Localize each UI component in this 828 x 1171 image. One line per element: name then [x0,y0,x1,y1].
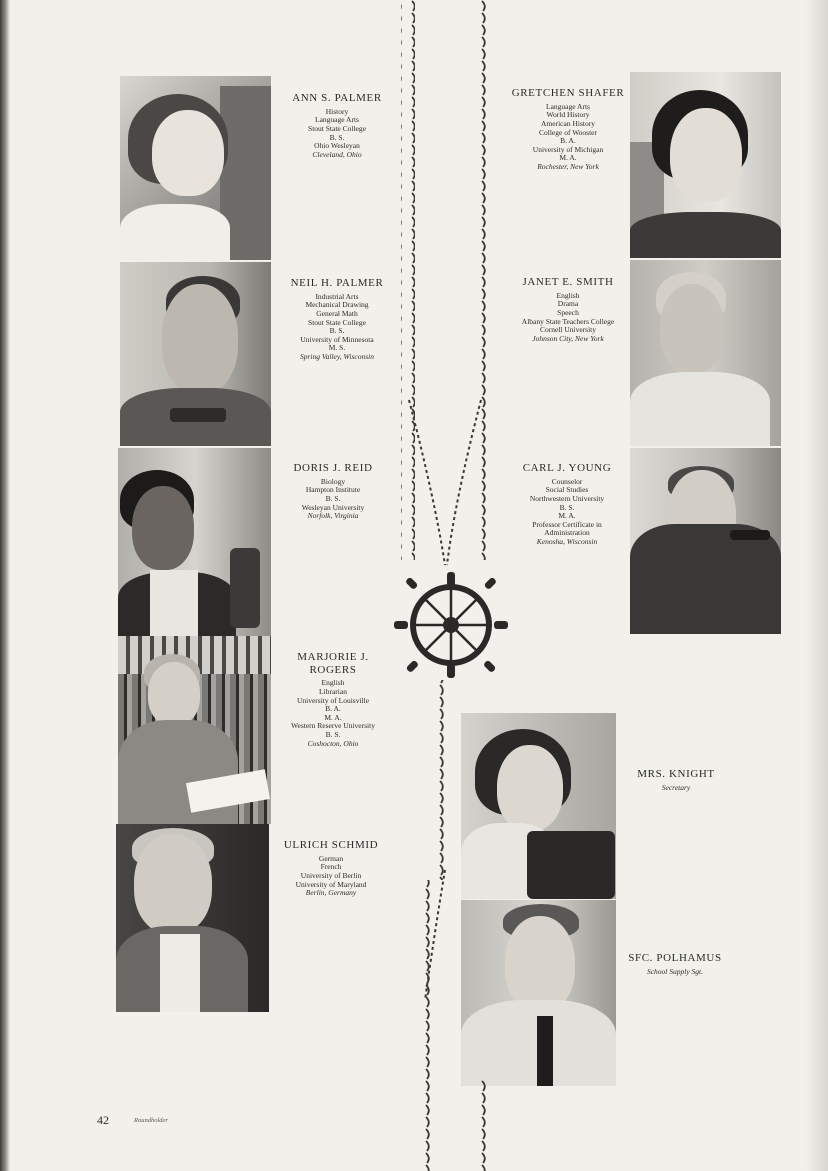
faculty-subject: German [318,853,344,863]
faculty-school: University of Minnesota [300,334,374,344]
rope-right-lower [479,1080,493,1171]
faculty-hometown: Cleveland, Ohio [312,149,362,159]
rope-center-lower [439,680,453,880]
faculty-subject: Speech [557,307,579,317]
faculty-subject: English [556,290,580,300]
caption-carl-young [506,462,628,547]
faculty-school: Ohio Wesleyan [314,141,360,151]
faculty-school: University of Louisville [296,695,370,705]
rope-right-upper [475,0,489,560]
faculty-school: Stout State College [308,123,366,133]
faculty-school: University of Maryland [295,879,367,889]
faculty-name: JANET E. SMITH [522,276,614,288]
faculty-school: Western Reserve University [291,721,375,731]
faculty-degree: M. A. [559,153,577,163]
caption-mrs-knight [626,768,726,792]
faculty-subject: French [320,862,342,872]
caption-ann-palmer [280,92,394,159]
faculty-name: NEIL H. PALMER [290,277,384,289]
yearbook-title: Roundholder [134,1117,168,1124]
faculty-school: Northwestern University [529,493,605,503]
staff-name: MRS. KNIGHT [637,768,715,780]
faculty-school: Cornell University [539,325,597,335]
faculty-school: Hampton Institute [305,485,361,495]
faculty-certificate: Administration [544,528,590,538]
faculty-hometown: Norfolk, Virginia [307,511,359,521]
page-right-shade [806,0,828,1171]
faculty-school: University of Michigan [532,144,604,154]
faculty-name: GRETCHEN SHAFER [511,87,625,99]
portrait-gretchen-shafer [630,72,781,258]
faculty-subject: Counselor [551,476,583,486]
faculty-hometown: Spring Valley, Wisconsin [300,352,374,362]
faculty-subject: Language Arts [315,115,359,125]
faculty-subject: General Math [316,308,358,318]
staff-role: School Supply Sgt. [646,966,704,976]
portrait-ann-palmer [120,76,271,260]
page-binding-edge [0,0,10,1171]
caption-janet-smith [504,276,632,343]
faculty-degree: B. A. [325,704,341,714]
faculty-degree: B. S. [559,502,575,512]
faculty-degree: M. S. [328,343,346,353]
faculty-subject: World History [546,110,590,120]
faculty-subject: Drama [557,299,579,309]
page-number: 42 [97,1113,109,1127]
faculty-subject: Industrial Arts [315,291,359,301]
faculty-name: CARL J. YOUNG [522,462,612,474]
portrait-carl-young [630,448,781,634]
faculty-name: DORIS J. REID [293,462,373,474]
faculty-degree: B. A. [560,136,576,146]
faculty-subject: Social Studies [545,485,589,495]
faculty-degree: B. S. [325,493,341,503]
faculty-name: ANN S. PALMER [292,92,382,104]
faculty-degree: B. S. [329,132,345,142]
faculty-subject: Language Arts [546,101,590,111]
faculty-hometown: Johnson City, New York [532,333,604,343]
faculty-hometown: Coshocton, Ohio [307,738,359,748]
faculty-degree: M. A. [324,712,342,722]
staff-name: SFC. POLHAMUS [628,952,722,964]
faculty-hometown: Rochester, New York [537,162,599,172]
portrait-janet-smith [630,260,781,446]
portrait-marjorie-rogers [118,636,271,824]
portrait-ulrich-schmid [116,824,269,1012]
faculty-school: Albany State Teachers College [521,316,615,326]
caption-ulrich-schmid [274,839,388,898]
ships-wheel-emblem [392,566,510,684]
caption-sfc-polhamus [620,952,730,976]
faculty-subject: English [321,678,345,688]
faculty-degree: B. S. [325,730,341,740]
portrait-neil-palmer [120,262,271,446]
faculty-school: Stout State College [308,317,366,327]
faculty-name: ULRICH SCHMID [283,839,379,851]
faculty-subject: Mechanical Drawing [305,300,369,310]
caption-marjorie-rogers [276,651,390,748]
staff-role: Secretary [661,782,691,792]
faculty-subject: History [325,106,349,116]
faculty-degree: M. A. [558,511,576,521]
faculty-degree: B. S. [329,326,345,336]
faculty-school: Wesleyan University [301,502,365,512]
rope-left-upper [401,0,415,560]
faculty-subject: Biology [320,476,346,486]
rope-left-lower [417,880,431,1171]
faculty-school: University of Berlin [300,870,362,880]
faculty-certificate: Professor Certificate in [532,519,602,529]
caption-neil-palmer [280,277,394,362]
faculty-hometown: Kenosha, Wisconsin [536,537,598,547]
faculty-subject: Librarian [319,686,347,696]
faculty-name: MARJORIE J. ROGERS [297,651,369,676]
faculty-hometown: Berlin, Germany [305,888,357,898]
faculty-school: College of Wooster [539,127,597,137]
portrait-doris-reid [118,448,271,636]
caption-doris-reid [276,462,390,521]
faculty-subject: American History [541,118,595,128]
caption-gretchen-shafer [508,87,628,172]
